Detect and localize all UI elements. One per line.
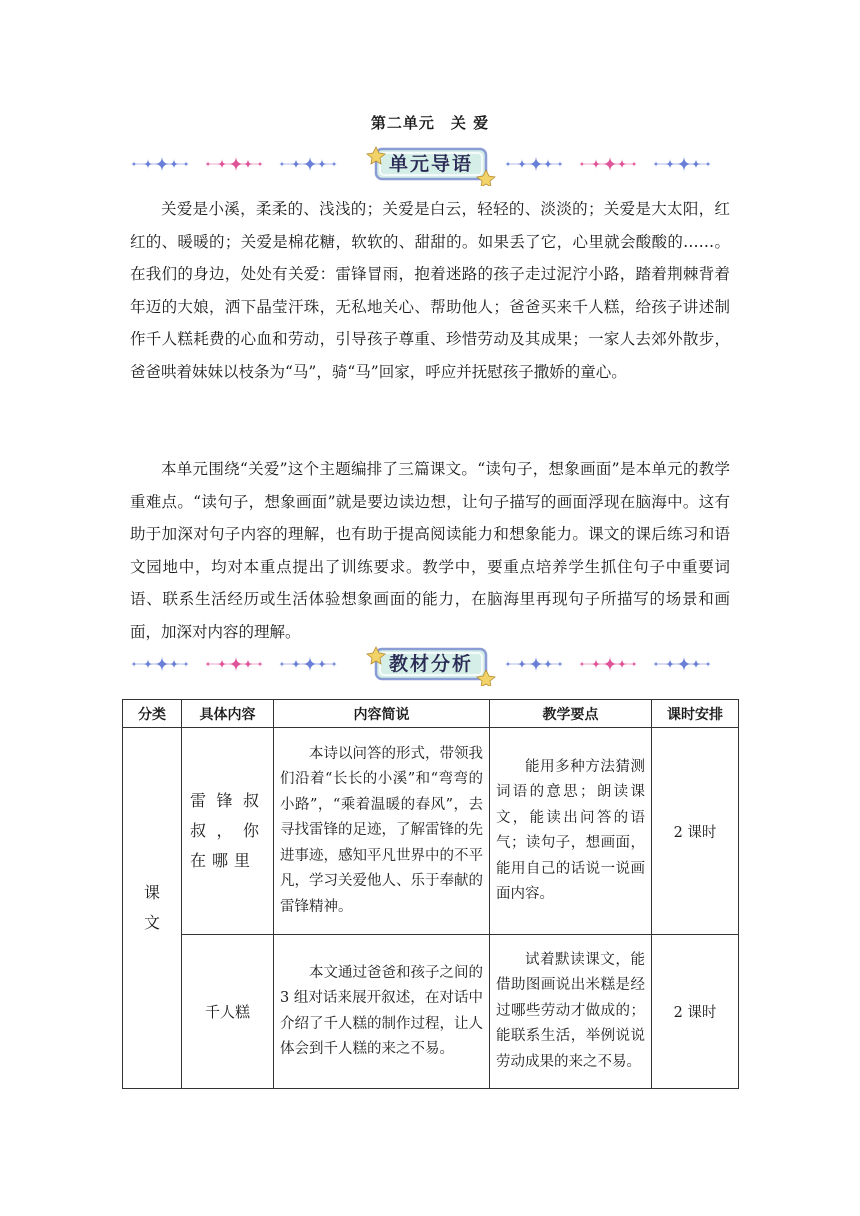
page-title: 第二单元 关 爱: [370, 114, 490, 132]
summary-cell: 本诗以问答的形式，带领我们沿着“长长的小溪”和“弯弯的小路”，“乘着温暖的春风”，去寻找雷锋的足迹，了解雷锋的先进事迹，感知平凡世界中的不平凡，学习关爱他人、乐于奉献的雷锋精神。: [274, 728, 490, 935]
column-header: 内容简说: [274, 700, 490, 728]
hours-cell: 2 课时: [652, 935, 739, 1089]
column-header: 课时安排: [652, 700, 739, 728]
points-cell: 试着默读课文，能借助图画说出米糕是经过哪些劳动才做成的；能联系生活，举例说说劳动成果的来之不易。: [490, 935, 652, 1089]
table-row: [123, 728, 739, 935]
banner-label: 教材分析: [388, 653, 473, 675]
material-analysis-banner: [130, 642, 730, 686]
table-header-row: [123, 700, 739, 728]
column-header: 教学要点: [490, 700, 652, 728]
column-header: 分类: [123, 700, 182, 728]
banner-label: 单元导语: [388, 153, 473, 175]
content-cell: 雷锋叔叔，你在哪里: [182, 728, 274, 935]
column-header: 具体内容: [182, 700, 274, 728]
table-row: [123, 935, 739, 1089]
points-cell: 能用多种方法猜测词语的意思；朗读课文，能读出问答的语气；读句子，想画面，能用自己的话说一说画面内容。: [490, 728, 652, 935]
content-cell: 千人糕: [182, 935, 274, 1089]
unit-intro-banner: [130, 142, 730, 186]
hours-cell: 2 课时: [652, 728, 739, 935]
material-analysis-table: [122, 699, 739, 1089]
summary-cell: 本文通过爸爸和孩子之间的 3 组对话来展开叙述，在对话中介绍了千人糕的制作过程，让人体会到千人糕的来之不易。: [274, 935, 490, 1089]
intro-paragraph-1: 关爱是小溪，柔柔的、浅浅的；关爱是白云，轻轻的、淡淡的；关爱是大太阳，红红的、暖暖的；关爱是棉花糖，软软的、甜甜的。如果丢了它，心里就会酸酸的……。在我们的身边，处处有关爱：雷锋冒雨，抱着迷路的孩子走过泥泞小路，踏着荆棘背着年迈的大娘，洒下晶莹汗珠，无私地关心、帮助他人；爸爸买来千人糕，给孩子讲述制作千人糕耗费的心血和劳动，引导孩子尊重、珍惜劳动及其成果；一家人去郊外散步，爸爸哄着妹妹以枝条为“马”，骑“马”回家，呼应并抚慰孩子撒娇的童心。: [130, 200, 730, 381]
category-cell: 课文: [123, 728, 182, 1089]
intro-paragraph-2: 本单元围绕“关爱”这个主题编排了三篇课文。“读句子，想象画面”是本单元的教学重难点。“读句子，想象画面”就是要边读边想，让句子描写的画面浮现在脑海中。这有助于加深对句子内容的理解，也有助于提高阅读能力和想象能力。课文的课后练习和语文园地中，均对本重点提出了训练要求。教学中，要重点培养学生抓住句子中重要词语、联系生活经历或生活体验想象画面的能力，在脑海里再现句子所描写的场景和画面，加深对内容的理解。: [130, 460, 730, 641]
